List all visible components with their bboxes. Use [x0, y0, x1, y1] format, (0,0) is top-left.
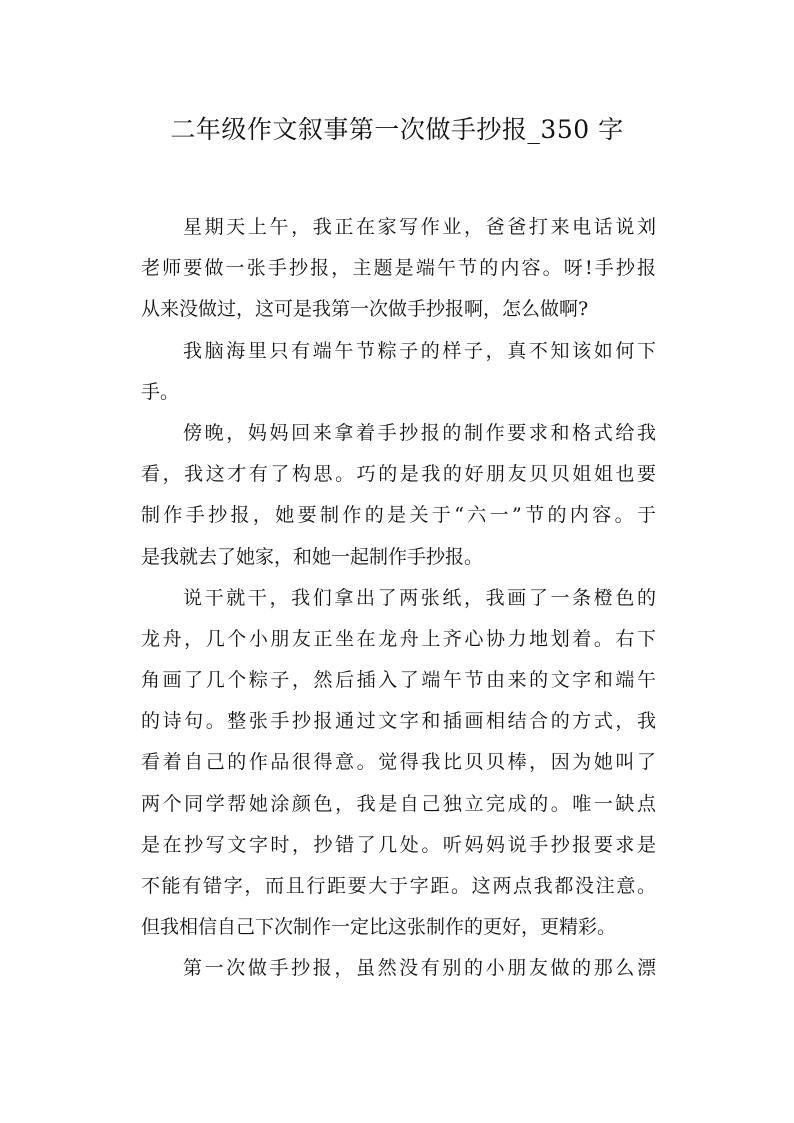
text-line: 我脑海里只有端午节粽子的样子，真不知该如何下 [183, 339, 656, 362]
text-line: 从来没做过，这可是我第一次做手抄报啊，怎么做啊? [141, 298, 589, 321]
text-line: 第一次做手抄报，虽然没有别的小朋友做的那么漂 [183, 957, 656, 980]
text-line: 看着自己的作品很得意。觉得我比贝贝棒，因为她叫了 [141, 751, 656, 774]
text-line: 但我相信自己下次制作一定比这张制作的更好，更精彩。 [141, 916, 617, 939]
text-line: 看，我这才有了构思。巧的是我的好朋友贝贝姐姐也要 [141, 463, 656, 486]
document-title: 二年级作文叙事第一次做手抄报_350 字 [170, 115, 624, 144]
text-line: 傍晚，妈妈回来拿着手抄报的制作要求和格式给我 [183, 421, 656, 444]
text-line: 两个同学帮她涂颜色，我是自己独立完成的。唯一缺点 [141, 792, 656, 815]
text-line: 说干就干，我们拿出了两张纸，我画了一条橙色的 [183, 586, 656, 609]
text-line: 是我就去了她家，和她一起制作手抄报。 [141, 545, 484, 568]
text-line: 角画了几个粽子，然后插入了端午节由来的文字和端午 [141, 669, 656, 692]
text-line: 是在抄写文字时，抄错了几处。听妈妈说手抄报要求是 [141, 833, 656, 856]
text-line: 的诗句。整张手抄报通过文字和插画相结合的方式，我 [141, 710, 656, 733]
text-line: 制作手抄报，她要制作的是关于“六一”节的内容。于 [141, 504, 656, 527]
text-line: 龙舟，几个小朋友正坐在龙舟上齐心协力地划着。右下 [141, 627, 656, 650]
text-line: 不能有错字，而且行距要大于字距。这两点我都没注意。 [141, 875, 656, 897]
text-line: 手。 [141, 380, 180, 403]
text-line: 星期天上午，我正在家写作业，爸爸打来电话说刘 [183, 216, 656, 238]
article-body [141, 207, 656, 990]
text-line: 老师要做一张手抄报，主题是端午节的内容。呀!手抄报 [141, 257, 656, 280]
